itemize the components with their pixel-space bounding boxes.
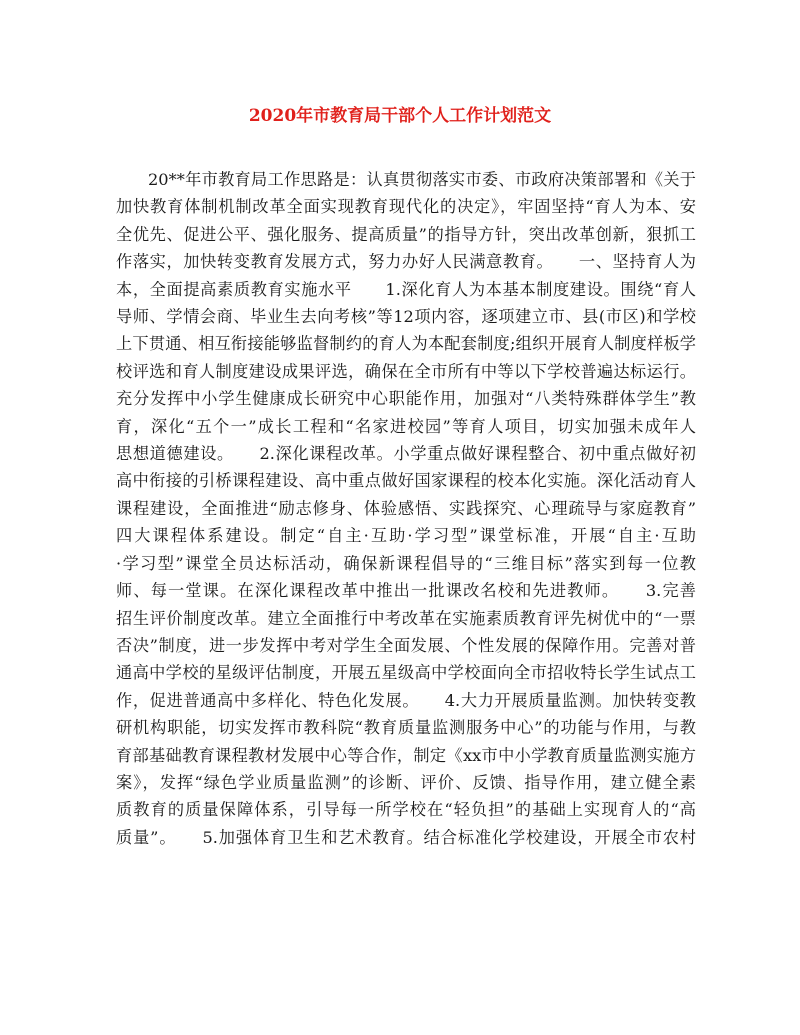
body-line: 否决”制度，进一步发挥中考对学生全面发展、个性发展的保障作用。完善对普 (116, 635, 696, 655)
body-line: 加快教育体制机制改革全面实现教育现代化的决定》，牢固坚持“育人为本、安 (116, 197, 696, 217)
body-line: 育，深化“五个一”成长工程和“名家进校园”等育人项目，切实加强未成年人 (116, 416, 696, 436)
body-line: 上下贯通、相互衔接能够监督制约的育人为本配套制度;组织开展育人制度样板学 (116, 334, 696, 354)
body-line: ·学习型”课堂全员达标活动，确保新课程倡导的“三维目标”落实到每一位教 (116, 553, 696, 573)
body-line: 育部基础教育课程教材发展中心等合作，制定《xx市中小学教育质量监测实施方 (116, 745, 696, 765)
body-line: 20**年市教育局工作思路是：认真贯彻落实市委、市政府决策部署和《关于 (148, 170, 696, 189)
body-line: 四大课程体系建设。制定“自主·互助·学习型”课堂标准，开展“自主·互助 (116, 526, 696, 546)
body-line: 案》，发挥“绿色学业质量监测”的诊断、评价、反馈、指导作用，建立健全素 (116, 772, 696, 792)
body-line: 导师、学情会商、毕业生去向考核”等12项内容，逐项建立市、县(市区)和学校 (116, 307, 696, 327)
body-line: 课程建设，全面推进“励志修身、体验感悟、实践探究、心理疏导与家庭教育” (116, 498, 696, 518)
body-line: 作，促进普通高中多样化、特色化发展。 4.大力开展质量监测。加快转变教 (116, 690, 696, 710)
body-line: 师、每一堂课。在深化课程改革中推出一批课改名校和先进教师。 3.完善 (116, 581, 696, 601)
body-line: 高中衔接的引桥课程建设、高中重点做好国家课程的校本化实施。深化活动育人 (116, 471, 696, 491)
body-line: 思想道德建设。 2.深化课程改革。小学重点做好课程整合、初中重点做好初 (116, 444, 696, 464)
body-line: 作落实，加快转变教育发展方式，努力办好人民满意教育。 一、坚持育人为 (116, 252, 696, 272)
body-line: 质量”。 5.加强体育卫生和艺术教育。结合标准化学校建设，开展全市农村 (116, 827, 696, 847)
body-line: 通高中学校的星级评估制度，开展五星级高中学校面向全市招收特长学生试点工 (116, 663, 696, 683)
document-body (116, 166, 696, 851)
body-line: 校评选和育人制度建设成果评选，确保在全市所有中等以下学校普遍达标运行。 (116, 361, 696, 381)
body-line: 研机构职能，切实发挥市教科院“教育质量监测服务中心”的功能与作用，与教 (116, 718, 696, 738)
body-line: 全优先、促进公平、强化服务、提高质量”的指导方针，突出改革创新，狠抓工 (116, 224, 696, 244)
body-line: 本，全面提高素质教育实施水平 1.深化育人为本基本制度建设。围绕“育人 (116, 279, 696, 299)
body-line: 质教育的质量保障体系，引导每一所学校在“轻负担”的基础上实现育人的“高 (116, 800, 696, 820)
document-title: 2020年市教育局干部个人工作计划范文 (248, 106, 552, 126)
body-line: 充分发挥中小学生健康成长研究中心职能作用，加强对“八类特殊群体学生”教 (116, 389, 696, 409)
body-line: 招生评价制度改革。建立全面推行中考改革在实施素质教育评先树优中的“一票 (116, 608, 696, 628)
